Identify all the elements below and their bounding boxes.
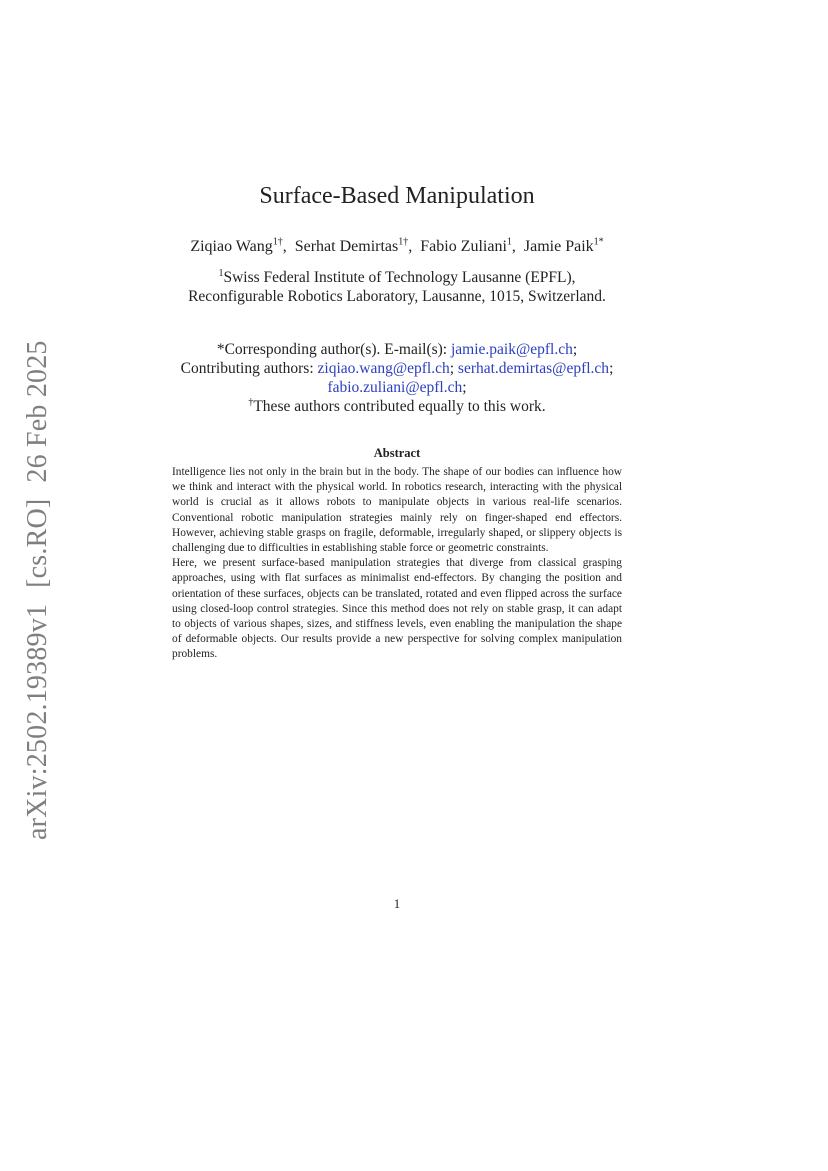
abstract-heading: Abstract (373, 446, 421, 460)
equal-contribution-note: †These authors contributed equally to this work. (248, 396, 546, 415)
arxiv-date: 26 Feb 2025 (22, 340, 53, 483)
paper-title: Surface-Based Manipulation (259, 183, 535, 209)
email-link[interactable]: jamie.paik@epfl.ch (451, 341, 573, 358)
corresponding-author-line: *Corresponding author(s). E-mail(s): jamie.paik@epfl.ch; (216, 341, 578, 358)
abstract-paragraph: Here, we present surface-based manipulation strategies that diverge from classical grasping approaches, using with flat surfaces as minimalist end-effectors. By changing the position and orientation of these surfaces, objects can be translated, rotated and even flipped across the surface using closed-loop control strategies. Since this method does not rely on stable grasp, it can adapt to objects of various shapes, sizes, and stiffness levels, even enabling the manipulation the shape of deformable objects. Our results provide a new perspective for solving complex manipulation problems. (172, 557, 622, 661)
author-list: Ziqiao Wang$^{1\dagger}$, Serhat Demirtas$^{1\dagger}$, Fabio Zuliani$^1$, Jamie Paik$^{1*}$ (190, 236, 604, 255)
contributing-authors-line: Contributing authors: ziqiao.wang@epfl.ch; serhat.demirtas@epfl.ch; (180, 360, 614, 377)
affiliation-line-1: $^1$Swiss Federal Institute of Technology Lausanne (EPFL), (218, 267, 576, 286)
abstract-body (172, 465, 622, 663)
arxiv-category: [cs.RO] (22, 498, 53, 588)
author: Serhat Demirtas$^{1\dagger}$ (294, 236, 409, 255)
correspondence-block (0, 340, 794, 416)
contributing-authors-line-2: fabio.zuliani@epfl.ch; (327, 379, 467, 396)
affiliation-line-2: Reconfigurable Robotics Laboratory, Lausanne, 1015, Switzerland. (188, 288, 606, 305)
email-link[interactable]: fabio.zuliani@epfl.ch (327, 379, 463, 396)
email-link[interactable]: ziqiao.wang@epfl.ch (317, 360, 450, 377)
author: Fabio Zuliani$^1$ (420, 236, 512, 255)
author: Jamie Paik$^{1*}$ (523, 236, 604, 255)
affiliation (0, 268, 794, 306)
email-link[interactable]: serhat.demirtas@epfl.ch (457, 360, 610, 377)
abstract-paragraph: Intelligence lies not only in the brain but in the body. The shape of our bodies can influence how we think and interact with the physical world. In robotics research, interacting with the physical world is crucial as it allows robots to manipulate objects in various real-life scenarios. Conventional robotic manipulation strategies mainly rely on finger-shaped end effectors. However, achieving stable grasps on fragile, deformable, irregularly shaped, or slippery objects is challenging due to difficulties in establishing stable force or geometric constraints. (172, 466, 622, 555)
author: Ziqiao Wang$^{1\dagger}$ (190, 236, 283, 255)
arxiv-id: arXiv:2502.19389v1 (22, 603, 53, 840)
page-number: 1 (393, 896, 401, 911)
